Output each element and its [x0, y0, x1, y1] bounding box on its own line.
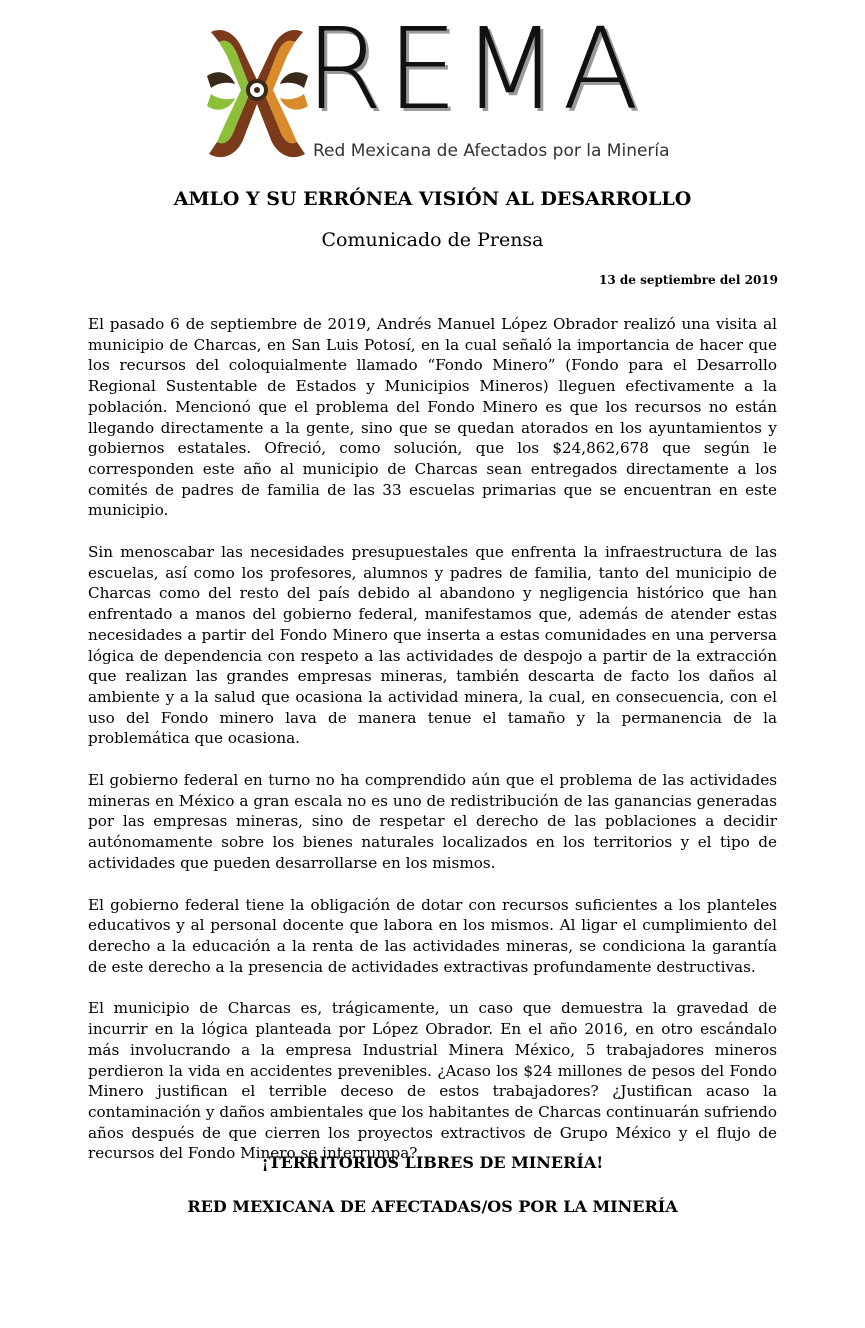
- logo-subtitle: Red Mexicana de Afectados por la Minería: [313, 141, 670, 161]
- paragraph: El gobierno federal en turno no ha comprendido aún que el problema de las actividades mineras en México a gran escala no es uno de redistribución de las ganancias generadas por las empresas mineras, sino de respetar el derecho de las poblaciones a decidir autónomamente sobre los bienes naturales localizados en los territorios y el tipo de actividades que pueden desarrollarse en los mismos.: [88, 771, 777, 872]
- slogan: ¡TERRITORIOS LIBRES DE MINERÍA!: [261, 1153, 604, 1172]
- rema-logo: [205, 5, 670, 169]
- paragraph: Sin menoscabar las necesidades presupuestales que enfrenta la infraestructura de las escuelas, así como los profesores, alumnos y padres de familia, tanto del municipio de Charcas como del resto del país debido al abandono y negligencia histórico que han enfrentado a manos del gobierno federal, manifestamos que, además de atender estas necesidades a partir del Fondo Minero que inserta a estas comunidades en una perversa lógica de dependencia con respeto a las actividades de despojo a partir de la extracción que realizan las grandes empresas mineras, también descarta de facto los daños al ambiente y a la salud que ocasiona la actividad minera, la cual, en consecuencia, con el uso del Fondo minero lava de manera tenue el tamaño y la permanencia de la problemática que ocasiona.: [88, 543, 777, 748]
- document-subtitle: Comunicado de Prensa: [321, 229, 544, 251]
- document-title: AMLO Y SU ERRÓNEA VISIÓN AL DESARROLLO: [173, 188, 692, 210]
- logo-wordmark: REMA: [305, 5, 643, 135]
- document-date: 13 de septiembre del 2019: [599, 273, 778, 287]
- rema-emblem-icon: [205, 24, 310, 164]
- paragraph: El gobierno federal tiene la obligación de dotar con recursos suficientes a los planteles educativos y al personal docente que labora en los mismos. Al ligar el cumplimiento del derecho a la educación a la renta de las actividades mineras, se condiciona la garantía de este derecho a la presencia de actividades extractivas profundamente destructivas.: [88, 895, 777, 976]
- document-body: [88, 314, 777, 1185]
- paragraph: El pasado 6 de septiembre de 2019, Andrés Manuel López Obrador realizó una visita al municipio de Charcas, en San Luis Potosí, en la cual señaló la importancia de hacer que los recursos del coloquialmente llamado “Fondo Minero” (Fondo para el Desarrollo Regional Sustentable de Estados y Municipios Mineros) lleguen efectivamente a la población. Mencionó que el problema del Fondo Minero es que los recursos no están llegando directamente a la gente, sino que se quedan atorados en los ayuntamientos y gobiernos estatales. Ofreció, como solución, que los $24,862,678 que según le corresponden este año al municipio de Charcas sean entregados directamente a los comités de padres de familia de las 33 escuelas primarias que se encuentran en este municipio.: [88, 315, 777, 520]
- paragraph: El municipio de Charcas es, trágicamente, un caso que demuestra la gravedad de incurrir en la lógica planteada por López Obrador. En el año 2016, en otro escándalo más involucrando a la empresa Industrial Minera México, 5 trabajadores mineros perdieron la vida en accidentes prevenibles. ¿Acaso los $24 millones de pesos del Fondo Minero justifican el terrible deceso de estos trabajadores? ¿Justifican acaso la contaminación y daños ambientales que los habitantes de Charcas continuarán sufriendo años después de que cierren los proyectos extractivos de Grupo México y el flujo de recursos del Fondo Minero se interrumpa?: [88, 999, 777, 1163]
- signature: RED MEXICANA DE AFECTADAS/OS POR LA MINERÍA: [187, 1197, 678, 1216]
